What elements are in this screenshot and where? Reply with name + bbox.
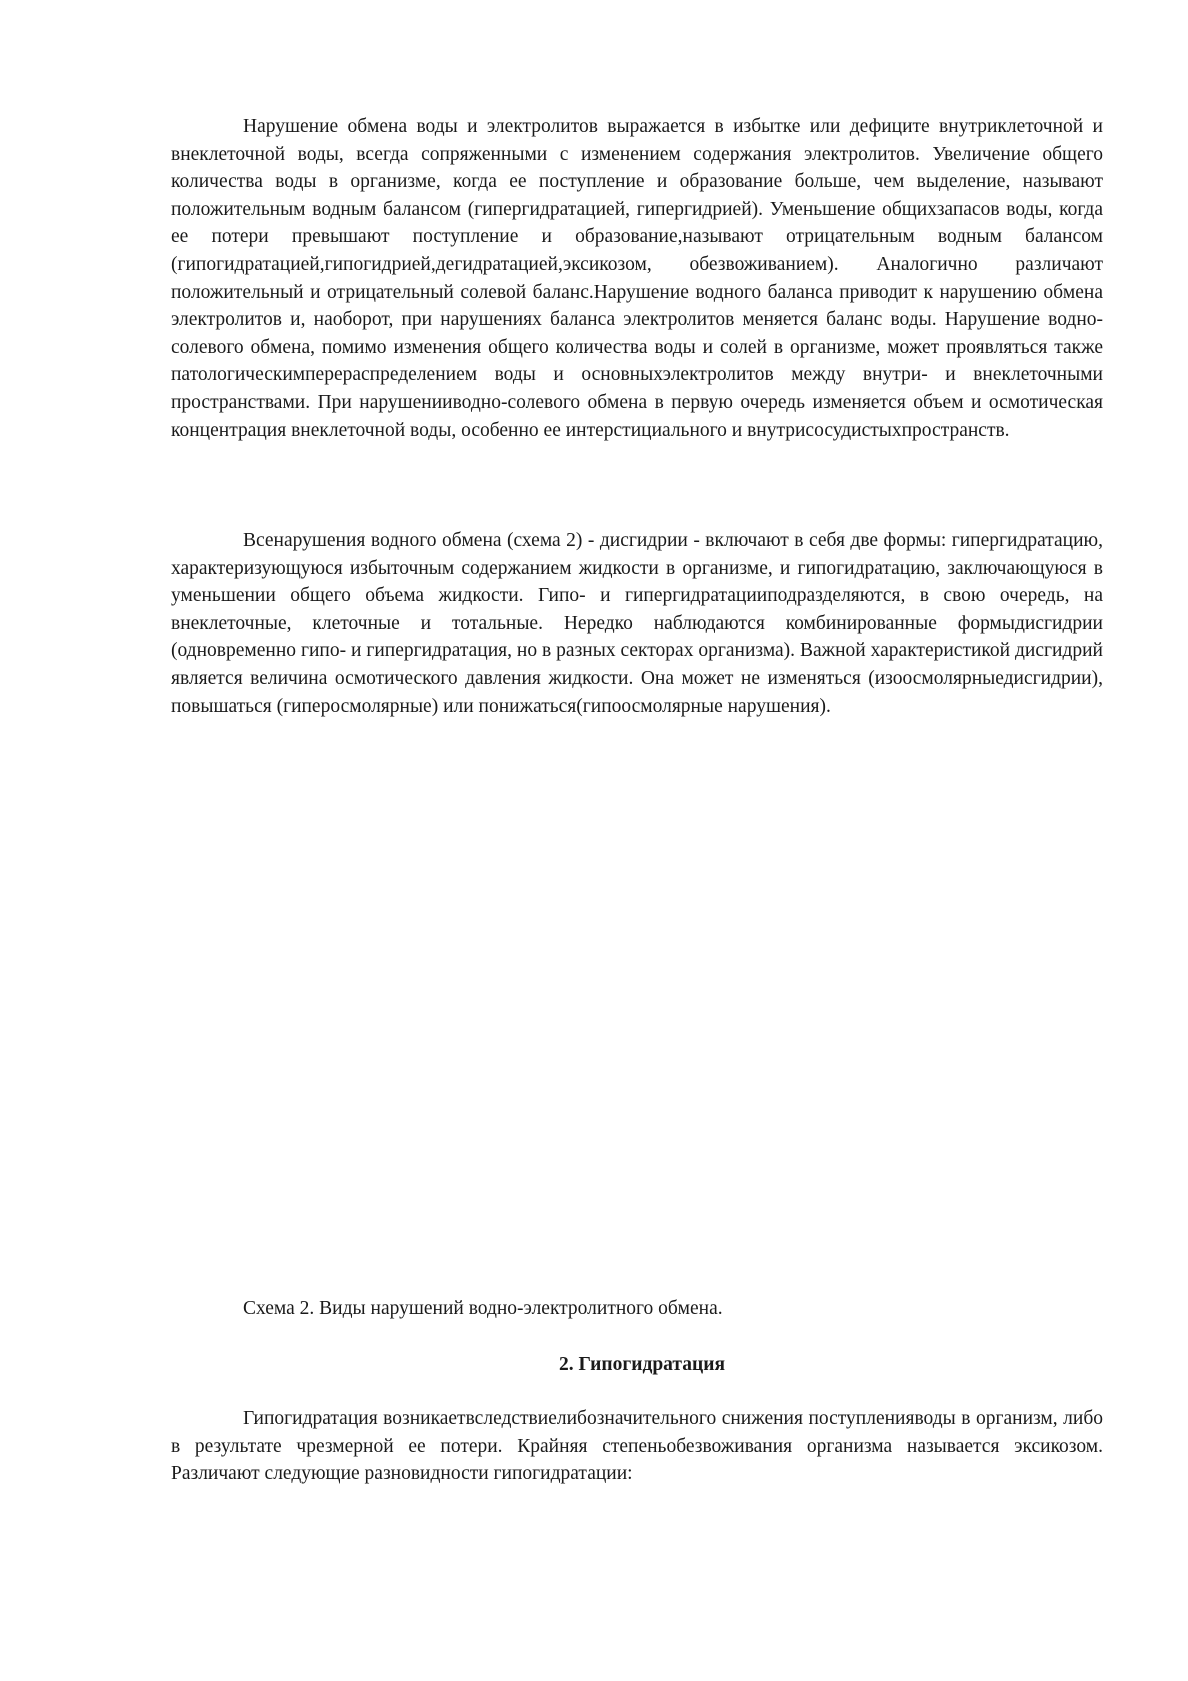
paragraph-hypohydration: Гипогидратация возникаетвследствиелибозначительного снижения поступленияводы в организм, либо в результате чрезмерной ее потери. Крайняя степеньобезвоживания организма называется эксикозом. Различают следующие разновидности гипогидратации: — [171, 1408, 1103, 1485]
figure-placeholder — [171, 775, 1103, 1275]
body-text-block-3 — [171, 1405, 1103, 1488]
body-text-block-2 — [171, 527, 1103, 720]
body-text-block-1 — [171, 113, 1103, 444]
paragraph-water-electrolyte-disorders: Нарушение обмена воды и электролитов выражается в избытке или дефиците внутриклеточной и внеклеточной воды, всегда сопряженными с изменением содержания электролитов. Увеличение общего количества воды в организме, когда ее поступление и образование больше, чем выделение, называют положительным водным балансом (гипергидратацией, гипергидрией). Уменьшение общихзапасов воды, когда ее потери превышают поступление и образование,называют отрицательным водным балансом (гипогидратацией,гипогидрией,дегидратацией,эксикозом, обезвоживанием). Аналогично различают положительный и отрицательный солевой баланс.Нарушение водного баланса приводит к нарушению обмена электролитов и, наоборот, при нарушениях баланса электролитов меняется баланс воды. Нарушение водно-солевого обмена, помимо изменения общего количества воды и солей в организме, может проявляться также патологическимперераспределением воды и основныхэлектролитов между внутри- и внеклеточными пространствами. При нарушенииводно-солевого обмена в первую очередь изменяется объем и осмотическая концентрация внеклеточной воды, особенно ее интерстициального и внутрисосудистыхпространств. — [171, 116, 1103, 441]
section-heading: 2. Гипогидратация — [558, 1354, 726, 1375]
figure-caption: Схема 2. Виды нарушений водно-электролитного обмена. — [243, 1298, 723, 1319]
paragraph-dyshydria-forms: Всенарушения водного обмена (схема 2) - дисгидрии - включают в себя две формы: гипергидратацию, характеризующуюся избыточным содержанием жидкости в организме, и гипогидратацию, заключающуюся в уменьшении общего объема жидкости. Гипо- и гипергидратацииподразделяются, в свою очередь, на внеклеточные, клеточные и тотальные. Нередко наблюдаются комбинированные формыдисгидрии (одновременно гипо- и гипергидратация, но в разных секторах организма). Важной характеристикой дисгидрий является величина осмотического давления жидкости. Она может не изменяться (изоосмолярныедисгидрии), повышаться (гиперосмолярные) или понижаться(гипоосмолярные нарушения). — [171, 530, 1103, 717]
